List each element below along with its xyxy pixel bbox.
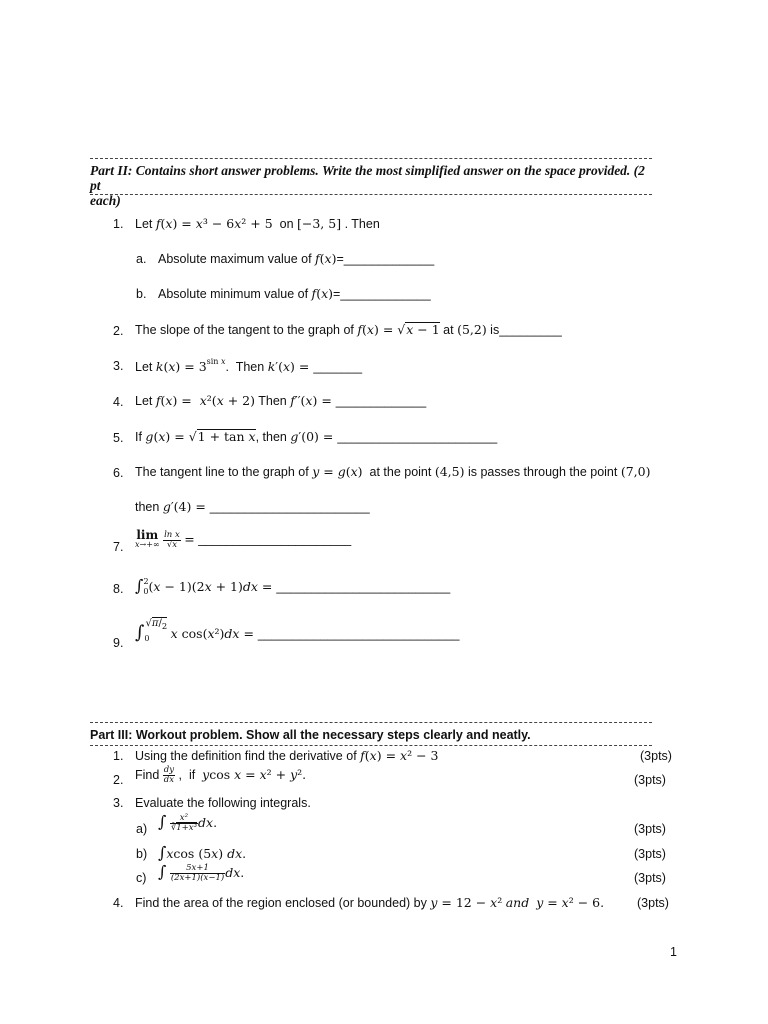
item-number: 6. xyxy=(113,466,124,480)
item-number: 5. xyxy=(113,431,124,445)
item-number: 3. xyxy=(113,359,124,373)
item-letter: b. xyxy=(136,287,147,301)
question-1: Let f(x) = x³ − 6x² + 5 on [−3, 5] . Then xyxy=(135,216,380,231)
item-letter: c) xyxy=(136,871,147,885)
part2-heading-line1: Part II: Contains short answer problems. Write the most simplified answer on the space provided. (2 pt xyxy=(90,163,645,193)
item-number: 9. xyxy=(113,636,124,650)
item-number: 4. xyxy=(113,896,124,910)
page-number: 1 xyxy=(670,945,677,959)
points-label: (3pts) xyxy=(634,822,666,836)
workout-3: Evaluate the following integrals. xyxy=(135,796,311,810)
part2-top-rule xyxy=(90,158,652,159)
workout-4: Find the area of the region enclosed (or bounded) by y = 12 − x² and y = x² − 6. xyxy=(135,895,605,910)
part2-heading-line2: each) xyxy=(90,193,121,208)
item-number: 2. xyxy=(113,773,124,787)
question-6-continuation: then g′(4) = _______________________ xyxy=(135,499,370,514)
workout-2: Find $\frac{dy}{dx}$ , if ycos x = x² + y². xyxy=(135,765,307,785)
part3-heading: Part III: Workout problem. Show all the necessary steps clearly and neatly. xyxy=(90,728,531,742)
points-label: (3pts) xyxy=(634,847,666,861)
item-letter: a. xyxy=(136,252,147,266)
points-label: (3pts) xyxy=(640,749,672,763)
question-1a: Absolute maximum value of f(x)=_____________ xyxy=(158,251,435,266)
item-number: 4. xyxy=(113,395,124,409)
question-9: $\int_0^{√\pi/_2}$ x cos(x²)dx = _____________________________ xyxy=(135,618,460,643)
question-1b: Absolute minimum value of f(x)=_____________ xyxy=(158,286,431,301)
part2-heading xyxy=(90,163,656,208)
points-label: (3pts) xyxy=(634,773,666,787)
question-2: The slope of the tangent to the graph of f(x) = √x − 1 at (5,2) is_________ xyxy=(135,322,562,337)
item-number: 1. xyxy=(113,217,124,231)
item-letter: b) xyxy=(136,847,148,861)
part3-bottom-rule xyxy=(90,745,652,746)
question-5: If g(x) = √1 + tan x, then g′(0) = _______________________ xyxy=(135,429,498,444)
item-number: 3. xyxy=(113,796,124,810)
item-number: 1. xyxy=(113,749,124,763)
part2-bottom-rule xyxy=(90,194,652,195)
item-number: 7. xyxy=(113,540,124,554)
points-label: (3pts) xyxy=(634,871,666,885)
question-8: $\int_0^2(x - 1)(2x + 1)dx$ = _________________________ xyxy=(135,576,451,596)
workout-3b: ∫xcos (5x) dx. xyxy=(158,843,247,862)
question-7: lim x→+∞ $\frac{\text{ln x}}{√x}$ = ______________________ xyxy=(135,528,352,550)
workout-1: Using the definition find the derivative of f(x) = x² − 3 xyxy=(135,748,439,763)
points-label: (3pts) xyxy=(637,896,669,910)
item-number: 8. xyxy=(113,582,124,596)
question-6: The tangent line to the graph of y = g(x) at the point (4,5) is passes through the point (7,0) xyxy=(135,464,651,479)
part3-top-rule xyxy=(90,722,652,723)
question-3: Let $k(x) = 3^{sin x}$. Then k′(x) = _______ xyxy=(135,357,363,374)
item-letter: a) xyxy=(136,822,148,836)
workout-3a: ∫ $\frac{\text{x²}}{\text{∛1+x³}}$ dx. xyxy=(158,812,218,834)
workout-3c: ∫ $\frac{5x+1}{(2x+1)(x-1)}$ dx. xyxy=(158,862,245,884)
question-4: Let f(x) = x²(x + 2) Then f′′(x) = _____________ xyxy=(135,393,427,408)
item-number: 2. xyxy=(113,324,124,338)
